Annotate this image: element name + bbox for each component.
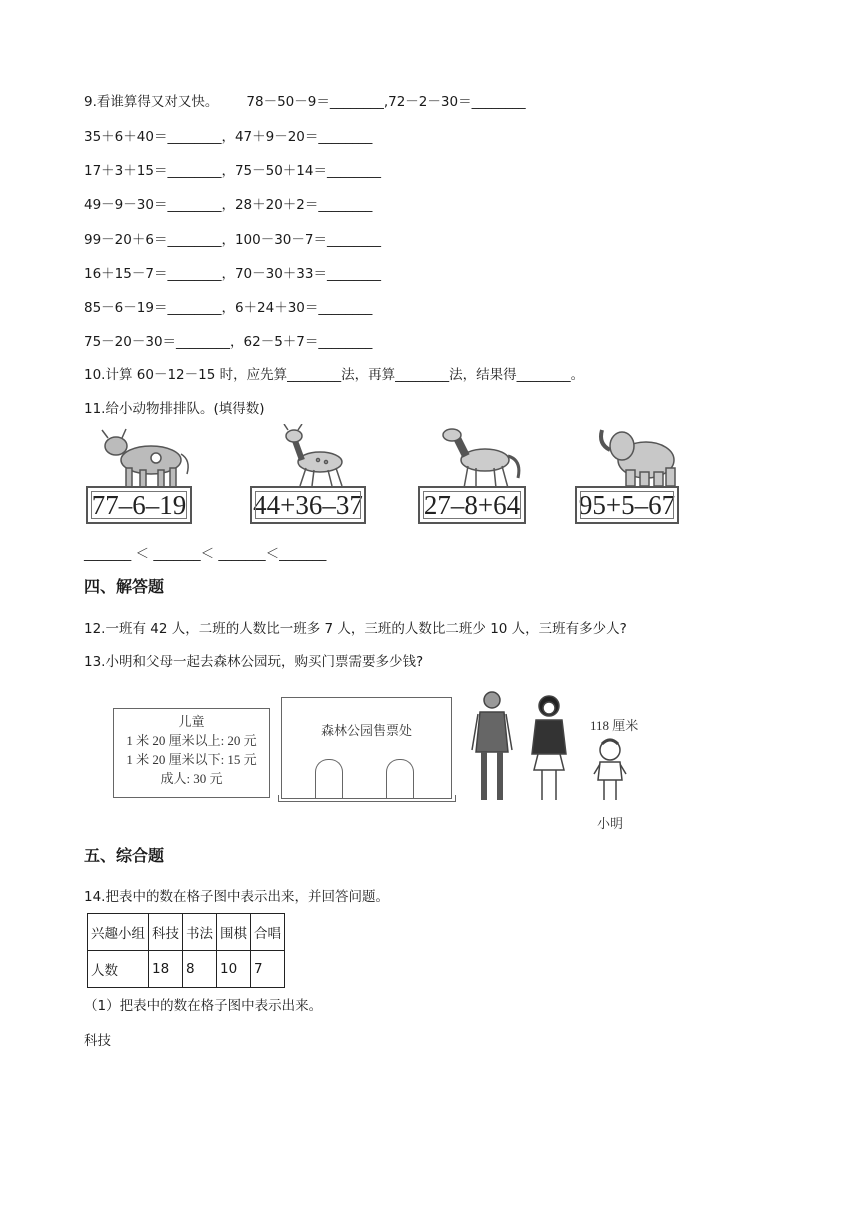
table-header-row [88,914,285,951]
table-cell: 书法 [183,914,217,951]
q14-text: 14.把表中的数在格子图中表示出来，并回答问题。 [84,889,389,905]
deer-icon [262,424,372,488]
q9-line-7: 85－6－19＝________，6＋24＋30＝________ [84,300,373,316]
table-cell: 8 [183,951,217,988]
q9-line-2: 35＋6＋40＝________，47＋9－20＝________ [84,129,373,145]
q9-intro: 9.看谁算得又对又快。 [84,94,219,110]
q9-line-4: 49－9－30＝________，28＋20＋2＝________ [84,197,373,213]
booth-sign: 森林公园售票处 [320,724,412,739]
table-cell: 围棋 [217,914,251,951]
table-cell: 18 [149,951,183,988]
table-cell: 合唱 [251,914,285,951]
grid-label: 科技 [84,1033,111,1049]
price-child-above: 1 米 20 厘米以上: 20 元 [126,733,257,748]
q9-line-5: 99－20＋6＝________，100－30－7＝________ [84,232,381,248]
horse-icon [430,426,540,490]
booth-window-left [315,759,343,798]
booth-window-right [386,759,414,798]
table-cell: 兴趣小组 [88,914,149,951]
q9-expr: 78－50－9＝________,72－2－30＝________ [246,94,526,110]
table-cell: 科技 [149,914,183,951]
price-adult: 成人: 30 元 [160,771,223,786]
mother-figure [526,692,572,806]
q9-line-1 [84,90,526,110]
table-cell: 人数 [88,951,149,988]
animal-expression-3: 27–8+64 [418,486,526,524]
table-row [88,951,285,988]
price-board [113,708,270,798]
child-name-label: 小明 [597,817,624,832]
q12-text: 12.一班有 42 人，二班的人数比一班多 7 人，三班的人数比二班少 10 人，三班有多少人? [84,621,627,637]
q11-text: 11.给小动物排排队。(填得数) [84,401,265,417]
q9-line-3: 17＋3＋15＝________，75－50＋14＝________ [84,163,381,179]
height-label: 118 厘米 [590,718,639,733]
father-figure [468,688,516,806]
price-board-title: 儿童 [178,714,205,729]
interest-group-table [87,913,285,988]
cow-icon [96,426,206,490]
q14-sub1: （1）把表中的数在格子图中表示出来。 [84,998,323,1014]
section-4-heading: 四、解答题 [84,577,165,596]
booth-base [278,795,456,802]
xiaoming-figure [592,738,628,806]
animal-expression-2: 44+36–37 [250,486,366,524]
elephant-icon [588,426,698,490]
price-child-below: 1 米 20 厘米以下: 15 元 [126,752,257,767]
section-5-heading: 五、综合题 [84,846,165,865]
q13-text: 13.小明和父母一起去森林公园玩，购买门票需要多少钱? [84,654,424,670]
table-cell: 10 [217,951,251,988]
q9-line-6: 16＋15－7＝________，70－30＋33＝________ [84,266,381,282]
animal-expression-1: 77–6–19 [86,486,192,524]
q10-text: 10.计算 60－12－15 时，应先算________法，再算________法，结果得________。 [84,367,585,383]
table-cell: 7 [251,951,285,988]
animal-expression-4: 95+5–67 [575,486,679,524]
q11-order-line: _______ ＜ _______＜ _______＜_______ [84,546,327,562]
ticket-booth [281,697,452,799]
q9-line-8: 75－20－30＝________，62－5＋7＝________ [84,334,373,350]
